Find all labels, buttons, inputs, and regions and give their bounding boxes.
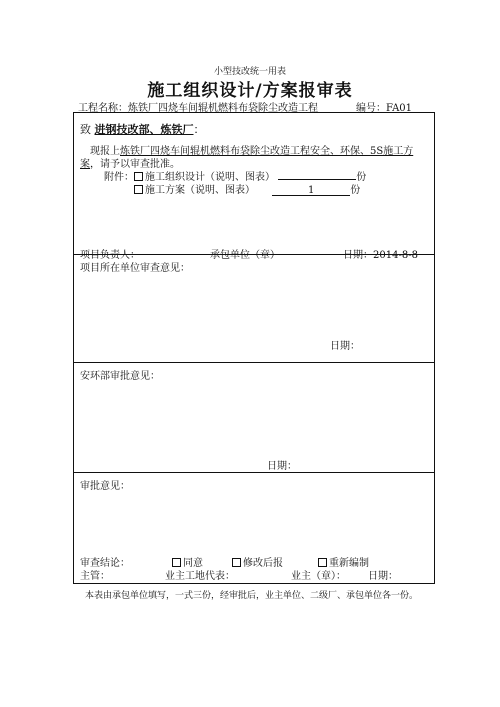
number-label: 编号： <box>356 103 386 114</box>
date-value: 2014-8-8 <box>373 250 418 261</box>
to-prefix: 致 <box>80 123 91 136</box>
attach2-checkbox[interactable] <box>134 185 143 194</box>
divider-3 <box>73 472 435 473</box>
supervisor-label: 主管： <box>80 571 110 582</box>
form-top-note: 小型技改统一用表 <box>213 67 286 77</box>
form-title: 施工组织设计/方案报审表 <box>147 81 353 101</box>
contractor-label: 承包单位（章） <box>210 250 280 261</box>
addressee-name: 进钢技改部、炼铁厂 <box>94 123 194 136</box>
option-redo-label: 重新编制 <box>329 558 369 569</box>
approval-date-label: 日期： <box>368 571 398 582</box>
conclusion-label: 审查结论： <box>80 558 130 569</box>
submission-date <box>343 246 418 261</box>
attach1-count <box>278 169 356 180</box>
date-label: 日期： <box>343 250 373 261</box>
attach2-unit: 份 <box>350 185 361 196</box>
unit-review-date-label: 日期： <box>330 341 360 352</box>
footer-note: 本表由承包单位填写，一式三份，经审批后，业主单位、二级厂、承包单位各一份。 <box>85 591 419 601</box>
option-revise-checkbox[interactable] <box>232 558 241 567</box>
attach1-checkbox[interactable] <box>134 172 143 181</box>
body-line2-underlined: 案 <box>80 159 90 170</box>
responsible-label: 项目负责人： <box>80 250 140 261</box>
body-line2-rest: ，请予以审查批准。 <box>90 159 180 170</box>
project-label: 工程名称： <box>78 103 128 114</box>
body-prefix: 现报上 <box>90 146 120 157</box>
addressee-line <box>80 121 205 137</box>
option-agree-label: 同意 <box>183 558 203 569</box>
safety-review-title: 安环部审批意见： <box>80 371 160 382</box>
owner-label: 业主（章）： <box>291 571 346 582</box>
attachment-row-2 <box>134 181 360 196</box>
attachment-label: 附件： <box>104 172 134 183</box>
unit-review-title: 项目所在单位审查意见： <box>80 263 190 274</box>
number-value: FA01 <box>386 103 413 114</box>
attach1-label: 施工组织设计（说明、图表） <box>145 172 275 183</box>
safety-review-date-label: 日期： <box>267 461 297 472</box>
owner-rep-label: 业主工地代表： <box>165 571 235 582</box>
to-suffix: ： <box>193 123 205 136</box>
option-revise <box>232 554 283 569</box>
body-project: 炼铁厂四烧车间辊机燃料布袋除尘改造工程安全、环保、5S施工方 <box>120 146 414 157</box>
option-redo-checkbox[interactable] <box>318 558 327 567</box>
option-revise-label: 修改后报 <box>243 558 283 569</box>
divider-2 <box>73 362 435 363</box>
attach2-count: 1 <box>272 185 350 196</box>
approval-title: 审批意见： <box>80 481 130 492</box>
option-agree-checkbox[interactable] <box>172 558 181 567</box>
attach2-label: 施工方案（说明、图表） <box>145 185 255 196</box>
attach1-unit: 份 <box>356 172 367 183</box>
project-name: 炼铁厂四烧车间辊机燃料布袋除尘改造工程 <box>128 103 318 114</box>
